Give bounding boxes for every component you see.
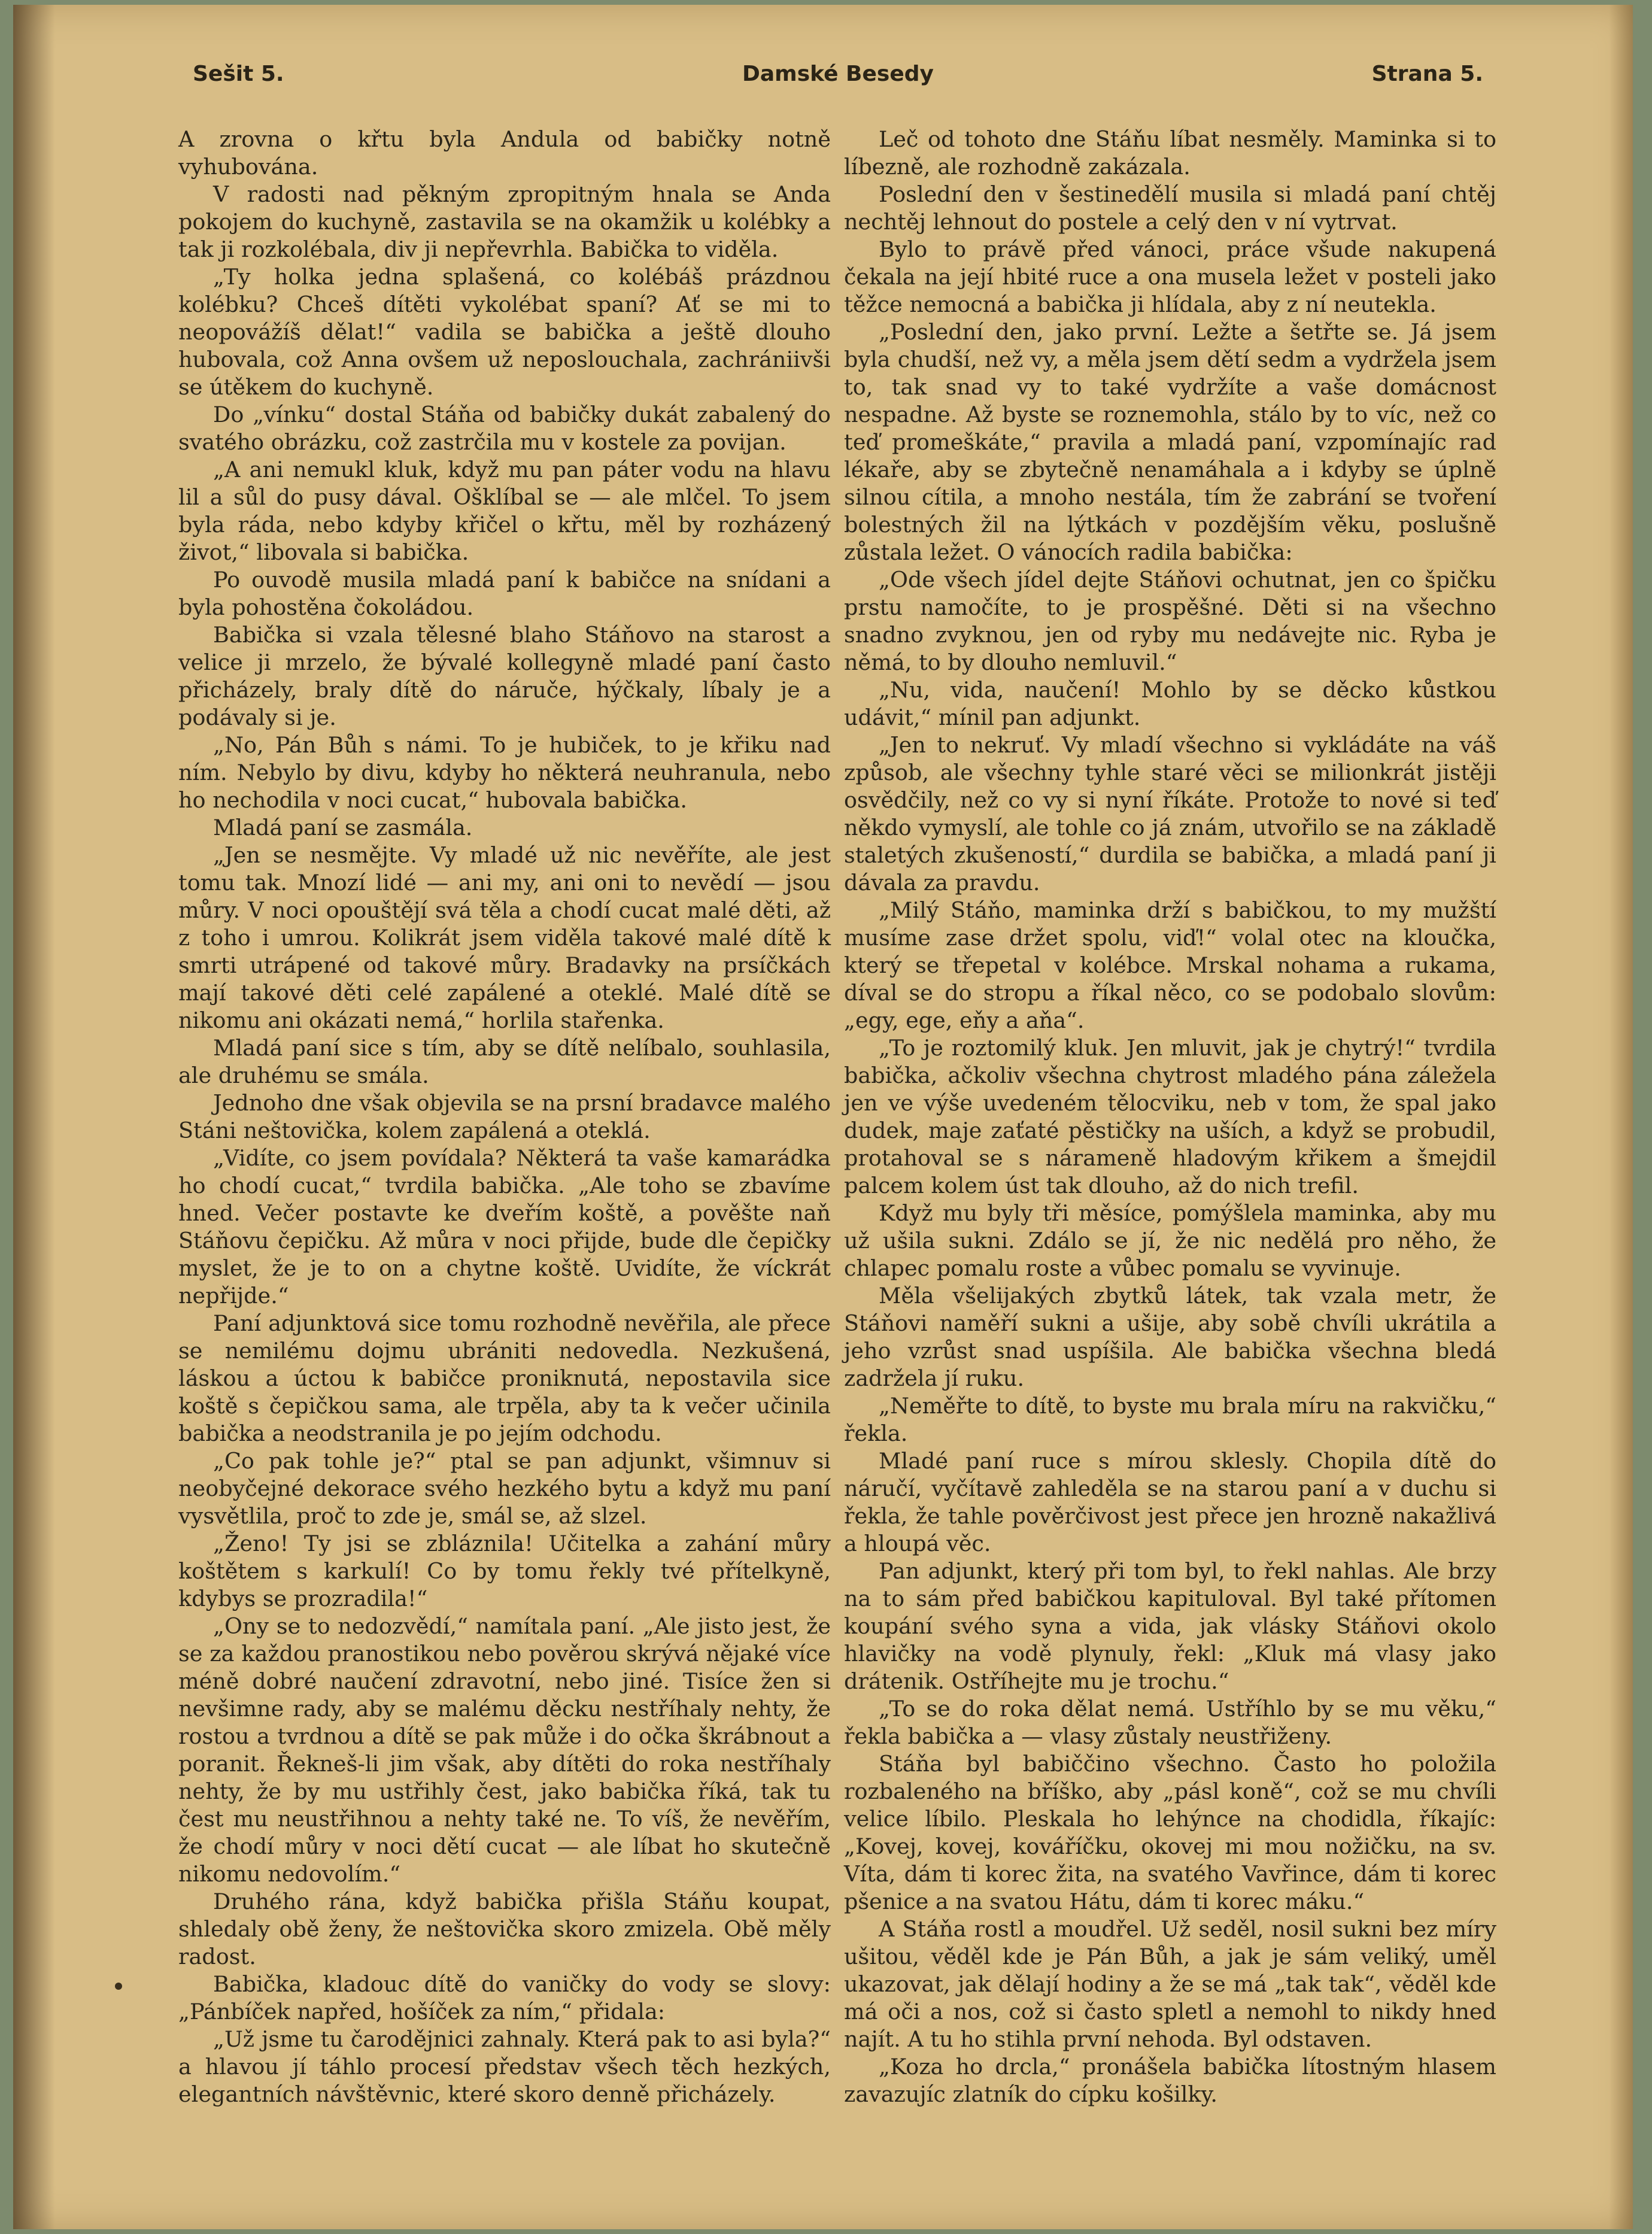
paragraph: Leč od tohoto dne Stáňu líbat nesměly. Maminka si to líbezně, ale rozhodně zakázala. [844,126,1496,180]
paragraph: „A ani nemukl kluk, když mu pan páter vodu na hlavu lil a sůl do pusy dával. Ošklíbal se — ale mlčel. To jsem byla ráda, nebo kdyby křičel o křtu, měl by rozházený život,“ libovala si babička. [178,457,831,565]
paragraph: „Ženo! Ty jsi se zbláznila! Učitelka a zahání můry koštětem s karkulí! Co by tomu řekly tvé přítelkyně, kdybys se prozradila!“ [178,1531,831,1611]
paragraph: „No, Pán Bůh s námi. To je hubiček, to je křiku nad ním. Nebylo by divu, kdyby ho některá neuhranula, nebo ho nechodila v noci cucat,“ hubovala babička. [178,732,831,813]
paragraph: „Poslední den, jako první. Ležte a šetřte se. Já jsem byla chudší, než vy, a měla jsem dětí sedm a vydržela jsem to, tak snad vy to také vydržíte a vaše domácnost nespadne. Až byste se roznemohla, stálo by to víc, než co teď promeškáte,“ pravila a mladá paní, vzpomínajíc rad lékaře, aby se zbytečně nenamáhala a i kdyby se úplně silnou cítila, a mnoho nestála, tím že zabrání se tvoření bolestných žil na lýtkách v pozdějším věku, poslušně zůstala ležet. O vánocích radila babička: [844,319,1496,565]
paragraph: Pan adjunkt, který při tom byl, to řekl nahlas. Ale brzy na to sám před babičkou kapituloval. Byl také přítomen koupání svého syna a vida, jak vlásky Stáňovi okolo hlavičky na vodě plynuly, řekl: „Kluk má vlasy jako drátenik. Ostříhejte mu je trochu.“ [844,1558,1496,1694]
paragraph: „Ty holka jedna splašená, co kolébáš prázdnou kolébku? Chceš dítěti vykolébat spaní? Ať se mi to neopovážíš dělat!“ vadila se babička a ještě dlouho hubovala, což Anna ovšem už neposlouchala, zachrániivši se útěkem do kuchyně. [178,264,831,400]
paragraph: Mladá paní se zasmála. [213,815,473,840]
paragraph: Druhého rána, když babička přišla Stáňu koupat, shledaly obě ženy, že neštovička skoro zmizela. Obě měly radost. [178,1889,831,1969]
paragraph: A zrovna o křtu byla Andula od babičky notně vyhubována. [178,126,831,180]
paragraph: „To je roztomilý kluk. Jen mluvit, jak je chytrý!“ tvrdila babička, ačkoliv všechna chytrost mladého pána záležela jen ve výše uvedeném tělocviku, neb v tom, že spal jako dudek, maje zaťaté pěstičky na uších, a když se probudil, protahoval se s nárameně hladovým křikem a šmejdil palcem kolem úst tak dlouho, až do nich trefil. [844,1035,1496,1198]
magazine-title: Damské Besedy [742,62,934,86]
running-header [193,62,1483,98]
right-column [844,126,1496,2108]
issue-label: Sešit 5. [193,62,284,86]
paragraph: „Ode všech jídel dejte Stáňovi ochutnat, jen co špičku prstu namočíte, to je prospěšné. Děti si na všechno snadno zvyknou, jen od ryby mu nedávejte nic. Ryba je němá, to by dlouho nemluvil.“ [844,567,1496,675]
paragraph: „Ony se to nedozvědí,“ namítala paní. „Ale jisto jest, že se za každou pranostikou nebo pověrou skrývá nějaké více méně dobré naučení zdravotní, nebo jiné. Tisíce žen si nevšimne rady, aby se malému děcku nestříhaly nehty, že rostou a tvrdnou a dítě se pak může i do očka škrábnout a poranit. Řekneš-li jim však, aby dítěti do roka nestříhaly nehty, že by mu ustřihly čest, jako babička říká, tak tu čest mu neustřihnou a nehty také ne. To víš, že nevěřím, že chodí můry v noci dětí cucat — ale líbat ho skutečně nikomu nedovolím.“ [178,1613,831,1887]
paragraph: Po ouvodě musila mladá paní k babičce na snídani a byla pohostěna čokoládou. [178,567,831,620]
paragraph: A Stáňa rostl a moudřel. Už seděl, nosil sukni bez míry ušitou, věděl kde je Pán Bůh, a jak je sám veliký, uměl ukazovat, jak dělají hodiny a že se má „tak tak“, věděl kde má oči a nos, což si často spletl a nemohl to nikdy hned najít. A tu ho stihla první nehoda. Byl odstaven. [844,1916,1496,2052]
paragraph: Paní adjunktová sice tomu rozhodně nevěřila, ale přece se nemilému dojmu ubrániti nedovedla. Nezkušená, láskou a úctou k babičce proniknutá, nepostavila sice koště s čepičkou sama, ale trpěla, aby ta k večer učinila babička a neodstranila je po jejím odchodu. [178,1310,831,1446]
paragraph: Jednoho dne však objevila se na prsní bradavce malého Stáni neštovička, kolem zapálená a oteklá. [178,1090,831,1143]
paragraph: Babička, kladouc dítě do vaničky do vody se slovy: „Pánbíček napřed, hošíček za ním,“ přidala: [178,1971,831,2024]
paragraph: „Jen se nesmějte. Vy mladé už nic nevěříte, ale jest tomu tak. Mnozí lidé — ani my, ani oni to nevědí — jsou můry. V noci opouštějí svá těla a chodí cucat malé děti, až z toho i umrou. Kolikrát jsem viděla takové malé dítě k smrti utrápené od takové můry. Bradavky na prsíčkách mají takové děti celé zapálené a oteklé. Malé dítě se nikomu ani okázati nemá,“ horlila stařenka. [178,842,831,1033]
paragraph: „Jen to nekruť. Vy mladí všechno si vykládáte na váš způsob, ale všechny tyhle staré věci se milionkrát jistěji osvědčily, než co vy si nyní říkáte. Protože to nové si teď někdo vymyslí, ale tohle co já znám, utvořilo se na základě staletých zkušeností,“ durdila se babička, a mladá paní ji dávala za pravdu. [844,732,1496,896]
paragraph: „Milý Stáňo, maminka drží s babičkou, to my mužští musíme zase držet spolu, viď!“ volal otec na kloučka, který se třepetal v kolébce. Mrskal nohama a rukama, díval se do stropu a říkal něco, co se podobalo slovům: „egy, ege, eňy a aňa“. [844,897,1496,1033]
paragraph: „Koza ho drcla,“ pronášela babička lítostným hlasem zavazujíc zlatník do cípku košilky. [844,2054,1496,2107]
left-column [178,126,831,2108]
page-number: Strana 5. [1371,62,1483,86]
paragraph: Měla všelijakých zbytků látek, tak vzala metr, že Stáňovi naměří sukni a ušije, aby sobě chvíli ukrátila a jeho vzrůst snad uspíšila. Ale babička všechna bledá zadržela jí ruku. [844,1283,1496,1391]
paragraph: „Co pak tohle je?“ ptal se pan adjunkt, všimnuv si neobyčejné dekorace svého hezkého bytu a když mu paní vysvětlila, proč to zde je, smál se, až slzel. [178,1448,831,1529]
paragraph: Bylo to právě před vánoci, práce všude nakupená čekala na její hbité ruce a ona musela ležet v posteli jako těžce nemocná a babička ji hlídala, aby z ní neutekla. [844,236,1496,317]
paragraph: Mladé paní ruce s mírou sklesly. Chopila dítě do náručí, vyčítavě zahleděla se na starou paní a v duchu si řekla, že tahle pověrčivost jest přece jen hrozně nakažlivá a hloupá věc. [844,1448,1496,1556]
paragraph: Babička si vzala tělesné blaho Stáňovo na starost a velice ji mrzelo, že bývalé kollegyně mladé paní často přicházely, braly dítě do náruče, hýčkaly, líbaly je a podávaly si je. [178,622,831,730]
paragraph: Když mu byly tři měsíce, pomýšlela maminka, aby mu už ušila sukni. Zdálo se jí, že nic nedělá pro něho, že chlapec pomalu roste a vůbec pomalu se vyvinuje. [844,1200,1496,1281]
paragraph: Mladá paní sice s tím, aby se dítě nelíbalo, souhlasila, ale druhému se smála. [178,1035,831,1088]
paragraph: „Neměřte to dítě, to byste mu brala míru na rakvičku,“ řekla. [844,1393,1496,1446]
margin-dot [115,1983,122,1990]
paragraph: Stáňa byl babiččino všechno. Často ho položila rozbaleného na bříško, aby „pásl koně“, což se mu chvíli velice líbilo. Pleskala ho lehýnce na chodidla, říkajíc: „Kovej, kovej, kováříčku, okovej mi mou nožičku, na sv. Víta, dám ti korec žita, na svatého Vavřince, dám ti korec pšenice a na svatou Hátu, dám ti korec máku.“ [844,1751,1496,1914]
paragraph: „Nu, vida, naučení! Mohlo by se děcko kůstkou udávit,“ mínil pan adjunkt. [844,677,1496,730]
paragraph: „Vidíte, co jsem povídala? Některá ta vaše kamarádka ho chodí cucat,“ tvrdila babička. „Ale toho se zbavíme hned. Večer postavte ke dveřím koště, a pověšte naň Stáňovu čepičku. Až můra v noci přijde, bude dle čepičky myslet, že je to on a chytne koště. Uvidíte, že víckrát nepřijde.“ [178,1145,831,1309]
paragraph: V radosti nad pěkným zpropitným hnala se Anda pokojem do kuchyně, zastavila se na okamžik u kolébky a tak ji rozkolébala, div ji nepřevrhla. Babička to viděla. [178,181,831,262]
paragraph: „To se do roka dělat nemá. Ustříhlo by se mu věku,“ řekla babička a — vlasy zůstaly neustřiženy. [844,1696,1496,1749]
paragraph: „Už jsme tu čarodějnici zahnaly. Která pak to asi byla?“ a hlavou jí táhlo procesí představ všech těch hezkých, elegantních návštěvnic, které skoro denně přicházely. [178,2026,831,2107]
paragraph: Poslední den v šestinedělí musila si mladá paní chtěj nechtěj lehnout do postele a celý den v ní vytrvat. [844,181,1496,235]
paragraph: Do „vínku“ dostal Stáňa od babičky dukát zabalený do svatého obrázku, což zastrčila mu v kostele za povijan. [178,402,831,455]
